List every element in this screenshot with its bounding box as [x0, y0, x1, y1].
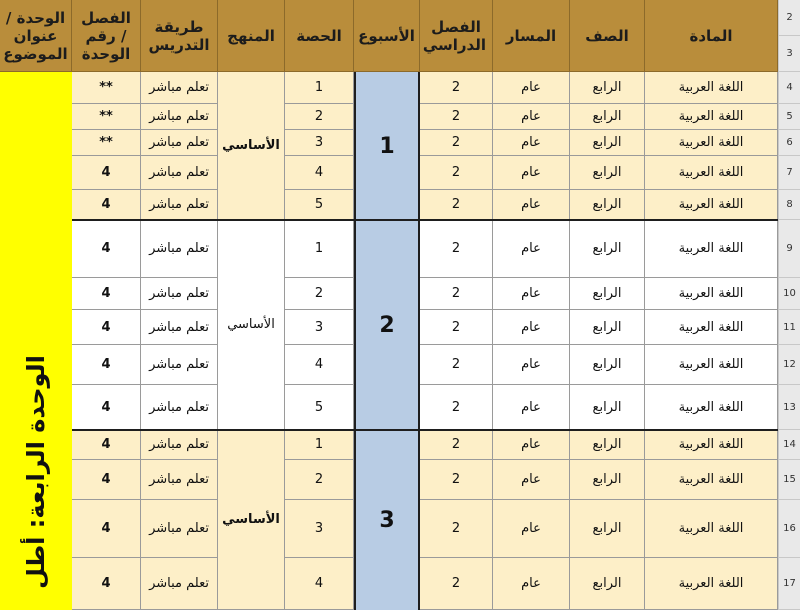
row-number-label: 15	[783, 474, 796, 485]
cell-value: تعلم مباشر	[149, 241, 209, 256]
cell-subject[interactable]	[645, 558, 778, 610]
cell-value: عام	[521, 165, 541, 180]
cell-track[interactable]	[493, 430, 570, 460]
cell-value: 2	[451, 521, 461, 536]
header-label: الصف	[585, 26, 629, 45]
cell-value: اللغة العربية	[678, 576, 744, 591]
cell-value: 1	[314, 437, 324, 452]
row-number-label: 10	[783, 288, 796, 299]
cell-value: 2	[451, 165, 461, 180]
row-number[interactable]	[778, 156, 800, 190]
cell-value: عام	[521, 576, 541, 591]
row-number[interactable]	[778, 36, 800, 72]
cell-grade[interactable]	[570, 460, 645, 500]
cell-value: 4	[101, 197, 111, 212]
cell-lesson[interactable]	[285, 130, 354, 156]
cell-track[interactable]	[493, 72, 570, 104]
cell-value: 4	[101, 357, 111, 372]
cell-subject[interactable]	[645, 130, 778, 156]
cell-grade[interactable]	[570, 430, 645, 460]
cell-unit[interactable]	[72, 310, 141, 345]
cell-subject[interactable]	[645, 156, 778, 190]
header-unit-no[interactable]	[72, 0, 141, 72]
row-number[interactable]	[778, 104, 800, 130]
row-number[interactable]	[778, 558, 800, 610]
header-label: الفصل / رقم الوحدة	[81, 8, 131, 63]
cell-value: الرابع	[592, 357, 622, 372]
cell-value: اللغة العربية	[678, 109, 744, 124]
cell-subject[interactable]	[645, 310, 778, 345]
cell-value: 2	[451, 472, 461, 487]
header-label: الحصة	[296, 26, 342, 45]
row-number[interactable]	[778, 430, 800, 460]
cell-value: 2	[451, 357, 461, 372]
cell-method[interactable]	[141, 310, 218, 345]
cell-semester[interactable]	[420, 156, 493, 190]
cell-lesson[interactable]	[285, 385, 354, 430]
cell-track[interactable]	[493, 104, 570, 130]
curriculum-value: الأساسي	[222, 512, 280, 527]
cell-method[interactable]	[141, 558, 218, 610]
row-number-label: 13	[783, 401, 796, 413]
cell-grade[interactable]	[570, 278, 645, 310]
cell-value: الرابع	[592, 521, 622, 536]
cell-unit[interactable]	[72, 558, 141, 610]
cell-grade[interactable]	[570, 310, 645, 345]
cell-value: عام	[521, 437, 541, 452]
row-number-label: 3	[786, 48, 793, 59]
row-number[interactable]	[778, 130, 800, 156]
cell-lesson[interactable]	[285, 460, 354, 500]
week-number: 2	[379, 312, 395, 338]
cell-value: 4	[101, 286, 111, 301]
cell-unit[interactable]	[72, 190, 141, 220]
cell-value: 4	[101, 399, 111, 415]
week-separator	[72, 219, 778, 221]
row-number[interactable]	[778, 0, 800, 36]
cell-lesson[interactable]	[285, 345, 354, 385]
cell-method[interactable]	[141, 156, 218, 190]
cell-subject[interactable]	[645, 345, 778, 385]
cell-value: عام	[521, 135, 541, 150]
cell-value: تعلم مباشر	[149, 399, 209, 415]
cell-unit[interactable]	[72, 430, 141, 460]
cell-value: تعلم مباشر	[149, 165, 209, 180]
cell-method[interactable]	[141, 104, 218, 130]
cell-value: عام	[521, 241, 541, 256]
cell-grade[interactable]	[570, 500, 645, 558]
row-number[interactable]	[778, 310, 800, 345]
header-label: الوحدة / عنوان الموضوع	[3, 8, 68, 63]
cell-grade[interactable]	[570, 220, 645, 278]
header-subject[interactable]	[645, 0, 778, 72]
cell-subject[interactable]	[645, 460, 778, 500]
header-lesson[interactable]	[285, 0, 354, 72]
cell-method[interactable]	[141, 72, 218, 104]
cell-semester[interactable]	[420, 345, 493, 385]
row-number[interactable]	[778, 72, 800, 104]
cell-grade[interactable]	[570, 156, 645, 190]
row-number-label: 6	[786, 137, 793, 148]
week-cell[interactable]	[354, 72, 420, 220]
cell-value: عام	[521, 80, 541, 95]
header-grade[interactable]	[570, 0, 645, 72]
cell-lesson[interactable]	[285, 190, 354, 220]
cell-semester[interactable]	[420, 558, 493, 610]
row-number-label: 12	[783, 359, 796, 370]
cell-value: الرابع	[592, 437, 622, 452]
row-number[interactable]	[778, 220, 800, 278]
cell-value: 2	[451, 80, 461, 95]
cell-grade[interactable]	[570, 558, 645, 610]
cell-unit[interactable]	[72, 500, 141, 558]
cell-value: تعلم مباشر	[149, 437, 209, 452]
cell-value: 2	[314, 472, 324, 487]
cell-value: تعلم مباشر	[149, 521, 209, 536]
cell-value: عام	[521, 286, 541, 301]
header-semester[interactable]	[420, 0, 493, 72]
cell-track[interactable]	[493, 500, 570, 558]
cell-value: 4	[314, 165, 324, 180]
cell-unit[interactable]	[72, 345, 141, 385]
row-number-label: 4	[786, 82, 793, 93]
cell-unit[interactable]	[72, 130, 141, 156]
cell-value: الرابع	[592, 576, 622, 591]
header-label: المادة	[689, 26, 733, 45]
unit-title-text: الوحدة الرابعة: أطل	[22, 355, 50, 589]
cell-semester[interactable]	[420, 278, 493, 310]
cell-value: 4	[101, 472, 111, 487]
cell-lesson[interactable]	[285, 72, 354, 104]
curriculum-cell[interactable]	[218, 220, 285, 430]
header-week[interactable]	[354, 0, 420, 72]
header-method[interactable]	[141, 0, 218, 72]
cell-value: الرابع	[592, 399, 622, 415]
row-number-label: 8	[786, 199, 793, 210]
cell-value: 2	[451, 109, 461, 124]
cell-value: الرابع	[592, 197, 622, 212]
cell-value: عام	[521, 357, 541, 372]
cell-value: عام	[521, 472, 541, 487]
cell-subject[interactable]	[645, 220, 778, 278]
cell-value: 2	[451, 286, 461, 301]
week-number: 3	[379, 507, 395, 533]
cell-value: اللغة العربية	[678, 319, 744, 335]
cell-track[interactable]	[493, 278, 570, 310]
cell-value: اللغة العربية	[678, 472, 744, 487]
cell-value: 3	[314, 319, 324, 335]
cell-subject[interactable]	[645, 500, 778, 558]
cell-method[interactable]	[141, 130, 218, 156]
cell-subject[interactable]	[645, 385, 778, 430]
cell-value: 2	[451, 319, 461, 335]
cell-semester[interactable]	[420, 190, 493, 220]
cell-value: اللغة العربية	[678, 521, 744, 536]
cell-value: عام	[521, 197, 541, 212]
cell-track[interactable]	[493, 460, 570, 500]
row-number[interactable]	[778, 460, 800, 500]
cell-grade[interactable]	[570, 345, 645, 385]
cell-value: الرابع	[592, 286, 622, 301]
row-number[interactable]	[778, 278, 800, 310]
cell-value: **	[99, 80, 113, 95]
week-cell[interactable]	[354, 220, 420, 430]
cell-value: اللغة العربية	[678, 80, 744, 95]
cell-value: 3	[314, 521, 324, 536]
cell-value: 2	[451, 241, 461, 256]
cell-value: الرابع	[592, 472, 622, 487]
cell-value: **	[99, 109, 113, 124]
cell-value: اللغة العربية	[678, 241, 744, 256]
cell-value: اللغة العربية	[678, 437, 744, 452]
cell-lesson[interactable]	[285, 430, 354, 460]
cell-unit[interactable]	[72, 460, 141, 500]
cell-lesson[interactable]	[285, 278, 354, 310]
cell-value: الرابع	[592, 135, 622, 150]
header-label: المنهج	[227, 26, 275, 45]
cell-method[interactable]	[141, 220, 218, 278]
row-number[interactable]	[778, 190, 800, 220]
row-number[interactable]	[778, 385, 800, 430]
header-label: المسار	[505, 26, 557, 45]
cell-semester[interactable]	[420, 72, 493, 104]
cell-value: 2	[451, 437, 461, 452]
cell-value: عام	[521, 109, 541, 124]
cell-method[interactable]	[141, 460, 218, 500]
row-number-label: 16	[783, 523, 796, 534]
cell-value: تعلم مباشر	[149, 286, 209, 301]
curriculum-value: الأساسي	[222, 138, 280, 153]
cell-lesson[interactable]	[285, 310, 354, 345]
cell-lesson[interactable]	[285, 156, 354, 190]
cell-value: 2	[451, 576, 461, 591]
cell-subject[interactable]	[645, 104, 778, 130]
cell-track[interactable]	[493, 385, 570, 430]
cell-value: 2	[314, 109, 324, 124]
cell-value: 4	[101, 165, 111, 180]
cell-unit[interactable]	[72, 156, 141, 190]
row-number-label: 2	[786, 12, 793, 23]
cell-method[interactable]	[141, 278, 218, 310]
cell-value: 1	[314, 80, 324, 95]
cell-value: تعلم مباشر	[149, 576, 209, 591]
cell-value: الرابع	[592, 165, 622, 180]
cell-value: 1	[314, 241, 324, 256]
cell-grade[interactable]	[570, 190, 645, 220]
curriculum-cell[interactable]	[218, 72, 285, 220]
cell-lesson[interactable]	[285, 500, 354, 558]
cell-track[interactable]	[493, 190, 570, 220]
row-number-label: 7	[786, 167, 793, 178]
cell-semester[interactable]	[420, 385, 493, 430]
cell-unit[interactable]	[72, 278, 141, 310]
cell-track[interactable]	[493, 156, 570, 190]
cell-grade[interactable]	[570, 104, 645, 130]
header-label: طريقة التدريس	[148, 17, 210, 54]
cell-value: 4	[101, 437, 111, 452]
curriculum-cell[interactable]	[218, 430, 285, 610]
cell-value: تعلم مباشر	[149, 357, 209, 372]
cell-value: تعلم مباشر	[149, 135, 209, 150]
cell-track[interactable]	[493, 220, 570, 278]
cell-track[interactable]	[493, 345, 570, 385]
cell-track[interactable]	[493, 130, 570, 156]
cell-value: اللغة العربية	[678, 197, 744, 212]
row-number-label: 17	[783, 578, 796, 589]
cell-method[interactable]	[141, 345, 218, 385]
cell-value: 5	[314, 399, 324, 415]
cell-semester[interactable]	[420, 460, 493, 500]
cell-subject[interactable]	[645, 72, 778, 104]
cell-value: الرابع	[592, 319, 622, 335]
cell-value: الرابع	[592, 241, 622, 256]
cell-lesson[interactable]	[285, 104, 354, 130]
unit-title-cell[interactable]	[0, 72, 72, 610]
cell-value: عام	[521, 399, 541, 415]
cell-method[interactable]	[141, 430, 218, 460]
cell-method[interactable]	[141, 385, 218, 430]
cell-value: تعلم مباشر	[149, 472, 209, 487]
cell-value: 2	[314, 286, 324, 301]
cell-value: اللغة العربية	[678, 286, 744, 301]
cell-track[interactable]	[493, 310, 570, 345]
cell-value: تعلم مباشر	[149, 319, 209, 335]
cell-grade[interactable]	[570, 130, 645, 156]
row-number-label: 11	[783, 321, 796, 333]
cell-lesson[interactable]	[285, 220, 354, 278]
cell-value: 4	[314, 576, 324, 591]
cell-grade[interactable]	[570, 385, 645, 430]
cell-value: اللغة العربية	[678, 399, 744, 415]
cell-semester[interactable]	[420, 130, 493, 156]
cell-value: عام	[521, 521, 541, 536]
cell-value: عام	[521, 319, 541, 335]
row-number-label: 5	[786, 111, 793, 122]
cell-semester[interactable]	[420, 104, 493, 130]
header-unit-title[interactable]	[0, 0, 72, 72]
cell-value: اللغة العربية	[678, 357, 744, 372]
cell-unit[interactable]	[72, 385, 141, 430]
cell-semester[interactable]	[420, 500, 493, 558]
cell-semester[interactable]	[420, 310, 493, 345]
cell-value: 4	[101, 241, 111, 256]
cell-value: 4	[314, 357, 324, 372]
week-cell[interactable]	[354, 430, 420, 610]
cell-track[interactable]	[493, 558, 570, 610]
row-number[interactable]	[778, 500, 800, 558]
cell-subject[interactable]	[645, 190, 778, 220]
cell-unit[interactable]	[72, 104, 141, 130]
week-separator	[72, 429, 778, 431]
cell-unit[interactable]	[72, 72, 141, 104]
cell-value: 2	[451, 197, 461, 212]
cell-value: تعلم مباشر	[149, 197, 209, 212]
cell-value: 4	[101, 576, 111, 591]
header-label: الفصل الدراسي	[422, 17, 486, 54]
cell-subject[interactable]	[645, 278, 778, 310]
cell-value: تعلم مباشر	[149, 80, 209, 95]
cell-value: 5	[314, 197, 324, 212]
cell-value: الرابع	[592, 109, 622, 124]
row-number-label: 14	[783, 439, 796, 450]
header-track[interactable]	[493, 0, 570, 72]
row-number-label: 9	[786, 243, 793, 254]
cell-semester[interactable]	[420, 220, 493, 278]
row-number[interactable]	[778, 345, 800, 385]
cell-method[interactable]	[141, 190, 218, 220]
cell-method[interactable]	[141, 500, 218, 558]
cell-value: الرابع	[592, 80, 622, 95]
header-label: الأسبوع	[358, 26, 415, 45]
cell-value: **	[99, 135, 113, 150]
curriculum-value: الأساسي	[227, 317, 275, 332]
cell-unit[interactable]	[72, 220, 141, 278]
cell-lesson[interactable]	[285, 558, 354, 610]
cell-value: 4	[101, 521, 111, 536]
cell-value: 4	[101, 319, 111, 335]
cell-semester[interactable]	[420, 430, 493, 460]
cell-value: تعلم مباشر	[149, 109, 209, 124]
cell-grade[interactable]	[570, 72, 645, 104]
cell-subject[interactable]	[645, 430, 778, 460]
header-curriculum[interactable]	[218, 0, 285, 72]
cell-value: 2	[451, 399, 461, 415]
cell-value: 3	[314, 135, 324, 150]
week-number: 1	[379, 133, 395, 159]
cell-value: اللغة العربية	[678, 135, 744, 150]
cell-value: 2	[451, 135, 461, 150]
cell-value: اللغة العربية	[678, 165, 744, 180]
